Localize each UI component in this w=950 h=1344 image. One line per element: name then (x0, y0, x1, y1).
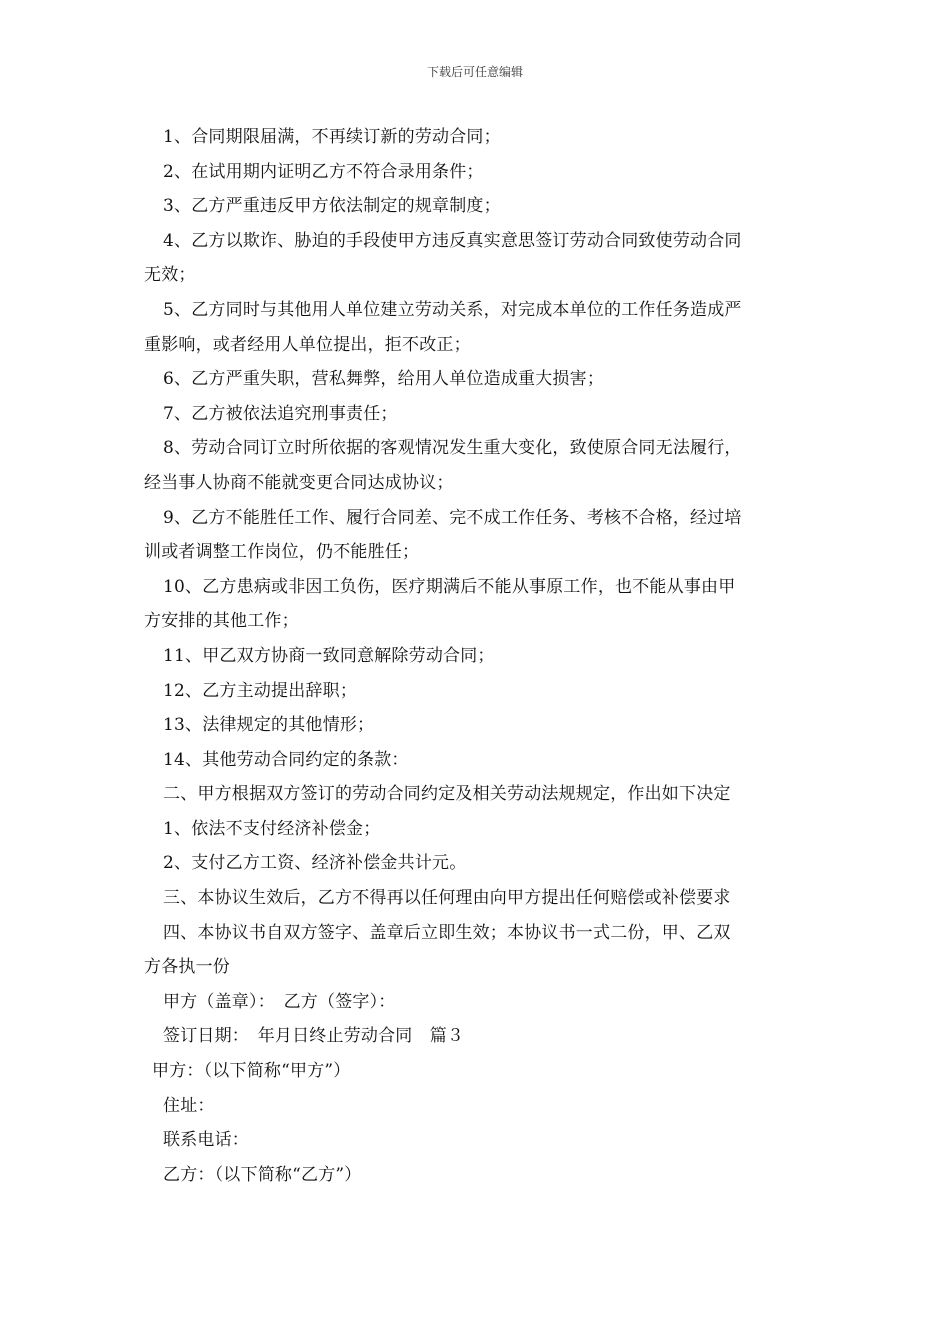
signature-line: 甲方（盖章）： 乙方（签字）： (163, 991, 396, 1012)
paragraph-line: 7、乙方被依法追究刑事责任； (163, 403, 398, 424)
paragraph-line: 5、乙方同时与其他用人单位建立劳动关系，对完成本单位的工作任务造成严 (163, 299, 742, 320)
paragraph-line: 8、劳动合同订立时所依据的客观情况发生重大变化，致使原合同无法履行， (163, 438, 742, 459)
page-header: 下载后可任意编辑 (426, 65, 523, 79)
paragraph-line: 12、乙方主动提出辞职； (163, 680, 358, 701)
paragraph-line: 经当事人协商不能就变更合同达成协议； (144, 472, 454, 493)
paragraph-line: 1、合同期限届满，不再续订新的劳动合同； (163, 127, 501, 147)
paragraph-line: 6、乙方严重失职，营私舞弊，给用人单位造成重大损害； (163, 369, 605, 390)
paragraph-line: 2、支付乙方工资、经济补偿金共计元。 (163, 853, 467, 874)
paragraph-line: 1、依法不支付经济补偿金； (163, 818, 381, 839)
signature-date-line: 签订日期： 年月日终止劳动合同 篇３ (163, 1026, 465, 1047)
paragraph-line: 2、在试用期内证明乙方不符合录用条件； (163, 161, 484, 182)
paragraph-line: 训或者调整工作岗位，仍不能胜任； (144, 542, 420, 563)
paragraph-line: 重影响，或者经用人单位提出，拒不改正； (144, 334, 471, 355)
paragraph-line: 方各执一份 (144, 957, 230, 978)
paragraph-line: 11、甲乙双方协商一致同意解除劳动合同； (163, 645, 495, 666)
document-body (144, 120, 814, 1192)
paragraph-line: 3、乙方严重违反甲方依法制定的规章制度； (163, 196, 501, 217)
paragraph-line: 9、乙方不能胜任工作、履行合同差、完不成工作任务、考核不合格，经过培 (163, 507, 742, 528)
party-a-line: 甲方：（以下简称“甲方”） (152, 1061, 351, 1082)
paragraph-line: 方安排的其他工作； (144, 611, 299, 632)
paragraph-line: 4、乙方以欺诈、胁迫的手段使甲方违反真实意思签订劳动合同致使劳动合同 (163, 230, 742, 251)
paragraph-line: 无效； (144, 265, 196, 286)
paragraph-line: 10、乙方患病或非因工负伤，医疗期满后不能从事原工作，也不能从事由甲 (163, 576, 736, 597)
paragraph-line: 13、法律规定的其他情形； (163, 715, 375, 736)
address-line: 住址： (163, 1095, 215, 1116)
paragraph-line: 三、本协议生效后，乙方不得再以任何理由向甲方提出任何赔偿或补偿要求 (163, 888, 731, 909)
paragraph-line: 二、甲方根据双方签订的劳动合同约定及相关劳动法规规定，作出如下决定 (163, 784, 731, 805)
party-b-line: 乙方：（以下简称“乙方”） (163, 1164, 362, 1185)
paragraph-line: 14、其他劳动合同约定的条款： (163, 749, 409, 770)
phone-line: 联系电话： (163, 1130, 249, 1151)
paragraph-line: 四、本协议书自双方签字、盖章后立即生效；本协议书一式二份，甲、乙双 (163, 922, 731, 943)
